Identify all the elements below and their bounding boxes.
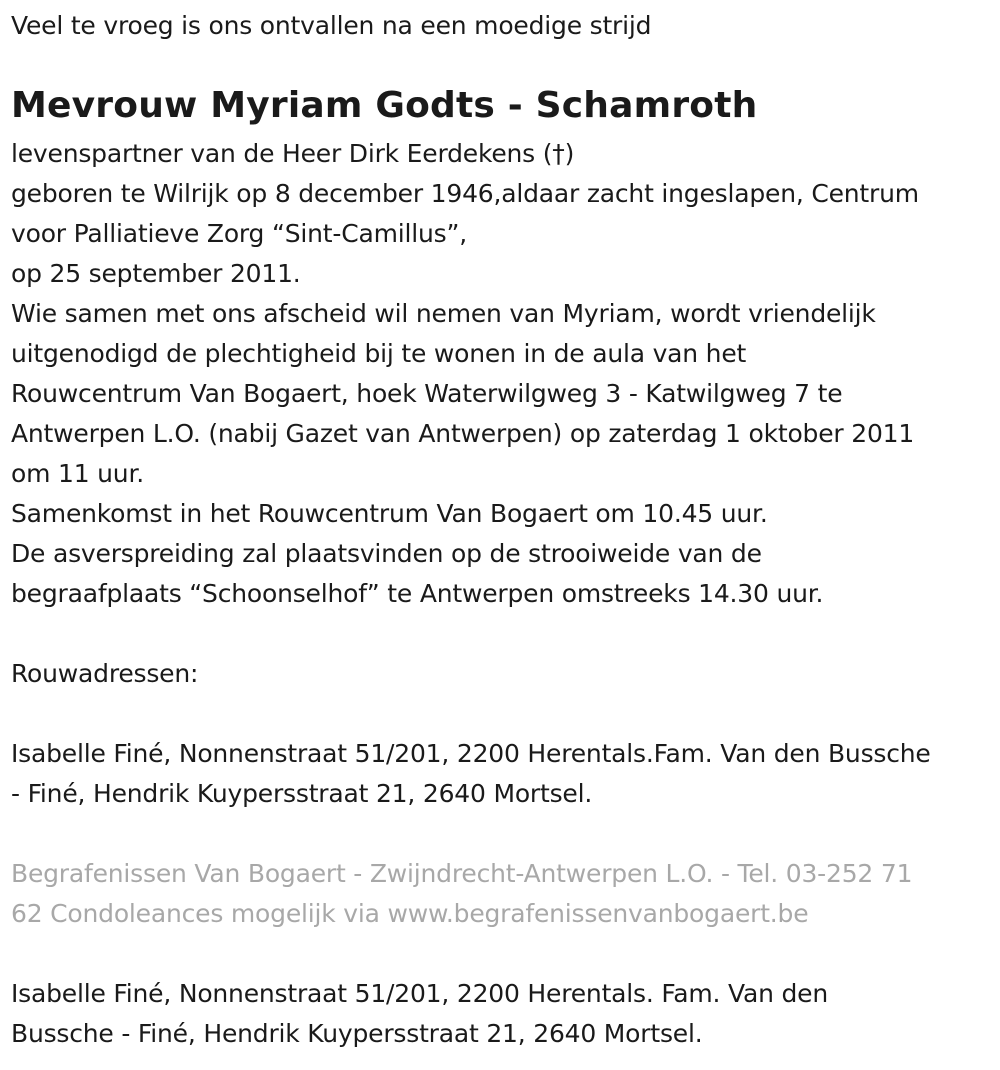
spacer (11, 814, 931, 854)
addresses-heading: Rouwadressen: (11, 659, 199, 688)
birth-line: geboren te Wilrijk op 8 december 1946,aldaar zacht ingeslapen, Centrum (11, 179, 919, 208)
date-line: Antwerpen L.O. (nabij Gazet van Antwerpen) op zaterdag 1 oktober 2011 (11, 419, 915, 448)
venue-line: Rouwcentrum Van Bogaert, hoek Waterwilgweg 3 - Katwilgweg 7 te (11, 379, 843, 408)
spacer (11, 934, 931, 974)
condolences-line: 62 Condoleances mogelijk via www.begrafenissenvanbogaert.be (11, 899, 809, 928)
invitation-line: uitgenodigd de plechtigheid bij te wonen in de aula van het (11, 339, 747, 368)
farewell-line: Wie samen met ons afscheid wil nemen van Myriam, wordt vriendelijk (11, 299, 876, 328)
care-center-line: voor Palliatieve Zorg “Sint-Camillus”, (11, 219, 467, 248)
spacer (11, 614, 931, 654)
intro-line: Veel te vroeg is ons ontvallen na een moedige strijd (11, 11, 652, 40)
address-line: - Finé, Hendrik Kuypersstraat 21, 2640 Mortsel. (11, 779, 593, 808)
address-line: Isabelle Finé, Nonnenstraat 51/201, 2200 Herentals. Fam. Van den (11, 979, 828, 1008)
obituary-body (11, 134, 931, 1054)
partner-line: levenspartner van de Heer Dirk Eerdekens (†) (11, 139, 575, 168)
address-line: Isabelle Finé, Nonnenstraat 51/201, 2200 Herentals.Fam. Van den Bussche (11, 739, 931, 768)
funeral-home-line: Begrafenissen Van Bogaert - Zwijndrecht-Antwerpen L.O. - Tel. 03-252 71 (11, 859, 913, 888)
deceased-name: Mevrouw Myriam Godts - Schamroth (11, 85, 758, 126)
scattering-line: De asverspreiding zal plaatsvinden op de strooiweide van de (11, 539, 762, 568)
time-line: om 11 uur. (11, 459, 144, 488)
death-date-line: op 25 september 2011. (11, 259, 301, 288)
cemetery-line: begraafplaats “Schoonselhof” te Antwerpen omstreeks 14.30 uur. (11, 579, 824, 608)
address-line: Bussche - Finé, Hendrik Kuypersstraat 21, 2640 Mortsel. (11, 1019, 703, 1048)
gathering-line: Samenkomst in het Rouwcentrum Van Bogaert om 10.45 uur. (11, 499, 768, 528)
spacer (11, 694, 931, 734)
